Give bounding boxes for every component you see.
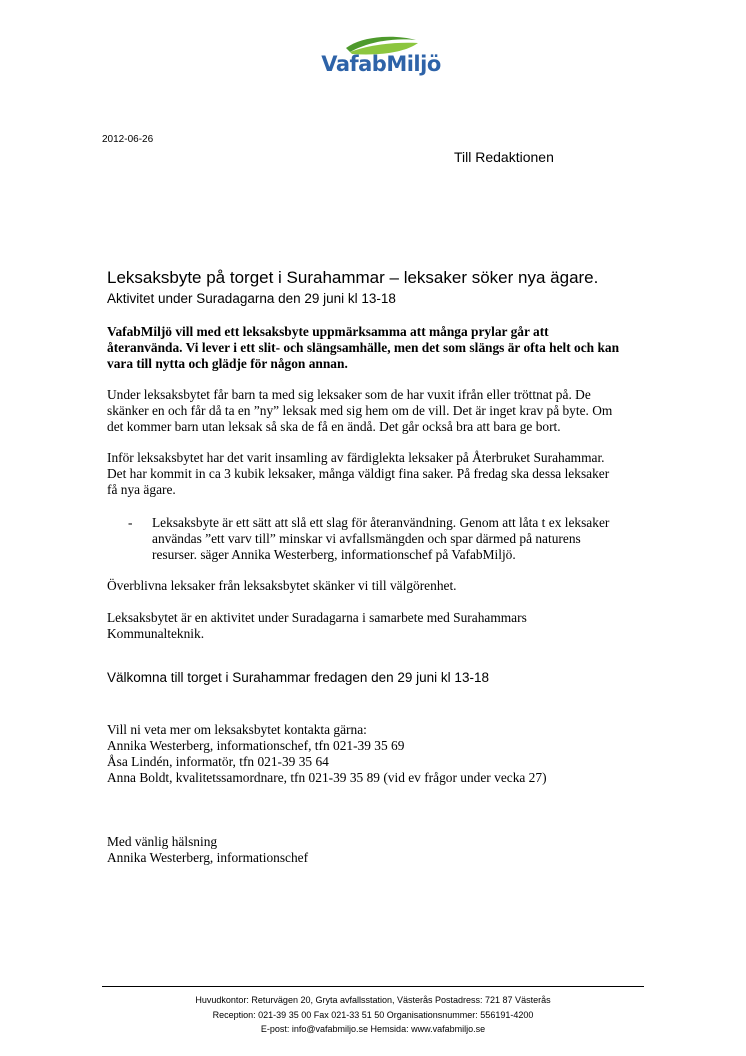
text-line: Inför leksaksbytet har det varit insamling av färdiglekta leksaker på Återbruket Surahammar. [107, 450, 605, 465]
text-line: skänker en och får då ta en ”ny” leksak med sig hem om de vill. Det är inget krav på byte. Om [107, 403, 613, 418]
document-date: 2012-06-26 [102, 134, 154, 145]
text-line: VafabMiljö vill med ett leksaksbyte uppmärksamma att många prylar går att [107, 324, 549, 339]
signoff-name: Annika Westerberg, informationschef [107, 850, 309, 865]
signoff-greeting: Med vänlig hälsning [107, 834, 218, 849]
footer-address: Huvudkontor: Returvägen 20, Gryta avfallsstation, Västerås Postadress: 721 87 Västerås [195, 995, 551, 1005]
footer-contact: E-post: info@vafabmiljo.se Hemsida: www.vafabmiljo.se [260, 1024, 486, 1034]
quote-text [128, 515, 648, 563]
contact-block [107, 722, 652, 786]
text-line: Under leksaksbytet får barn ta med sig leksaker som de har vuxit ifrån eller tröttnat på. De [107, 387, 591, 402]
body-paragraph-2 [107, 450, 652, 498]
bullet-dash: - [128, 515, 133, 530]
footer-divider [102, 986, 644, 987]
text-line: det kommer barn utan leksak så ska de få en ändå. Det går också bra att bara ge bort. [107, 419, 561, 434]
contact-person: Anna Boldt, kvalitetssamordnare, tfn 021-39 35 89 (vid ev frågor under vecka 27) [107, 770, 547, 785]
footer-phone: Reception: 021-39 35 00 Fax 021-33 51 50 Organisationsnummer: 556191-4200 [212, 1009, 534, 1020]
contact-person: Åsa Lindén, informatör, tfn 021-39 35 64 [107, 754, 329, 769]
text-line: vara till nytta och glädje för någon annan. [107, 356, 348, 371]
text-line: få nya ägare. [107, 482, 176, 497]
text-line: användas ”ett varv till” minskar vi avfallsmängden och spar därmed på naturens [152, 531, 581, 546]
text-line: Leksaksbyte är ett sätt att slå ett slag för återanvändning. Genom att låta t ex leksaker [152, 515, 610, 530]
contact-person: Annika Westerberg, informationschef, tfn 021-39 35 69 [107, 738, 405, 753]
quote-bullet [128, 515, 648, 563]
text-line: Leksaksbytet är en aktivitet under Suradagarna i samarbete med Surahammars [107, 610, 527, 625]
text-line: Det har kommit in ca 3 kubik leksaker, många väldigt fina saker. På fredag ska dessa leksaker [107, 466, 610, 481]
vafabmiljo-logo [316, 34, 446, 98]
body-paragraph-4 [107, 610, 652, 642]
welcome-line: Välkomna till torget i Surahammar fredagen den 29 juni kl 13-18 [107, 670, 489, 685]
body-paragraph-1 [107, 387, 652, 435]
body-paragraph-3: Överblivna leksaker från leksaksbytet skänker vi till välgörenhet. [107, 578, 457, 593]
press-release-subheadline: Aktivitet under Suradagarna den 29 juni kl 13-18 [107, 291, 396, 306]
text-line: återanvända. Vi lever i ett slit- och slängsamhälle, men det som slängs är ofta helt och kan [107, 340, 620, 355]
contact-intro: Vill ni veta mer om leksaksbytet kontakta gärna: [107, 722, 367, 737]
text-line: Kommunalteknik. [107, 626, 205, 641]
lead-paragraph [107, 324, 652, 372]
page-footer [102, 993, 644, 1037]
press-release-headline: Leksaksbyte på torget i Surahammar – leksaker söker nya ägare. [107, 268, 599, 287]
recipient-line: Till Redaktionen [454, 149, 554, 165]
logo-wordmark: VafabMiljö [321, 52, 441, 76]
signoff-block [107, 834, 652, 866]
text-line: resurser. säger Annika Westerberg, informationschef på VafabMiljö. [152, 547, 516, 562]
